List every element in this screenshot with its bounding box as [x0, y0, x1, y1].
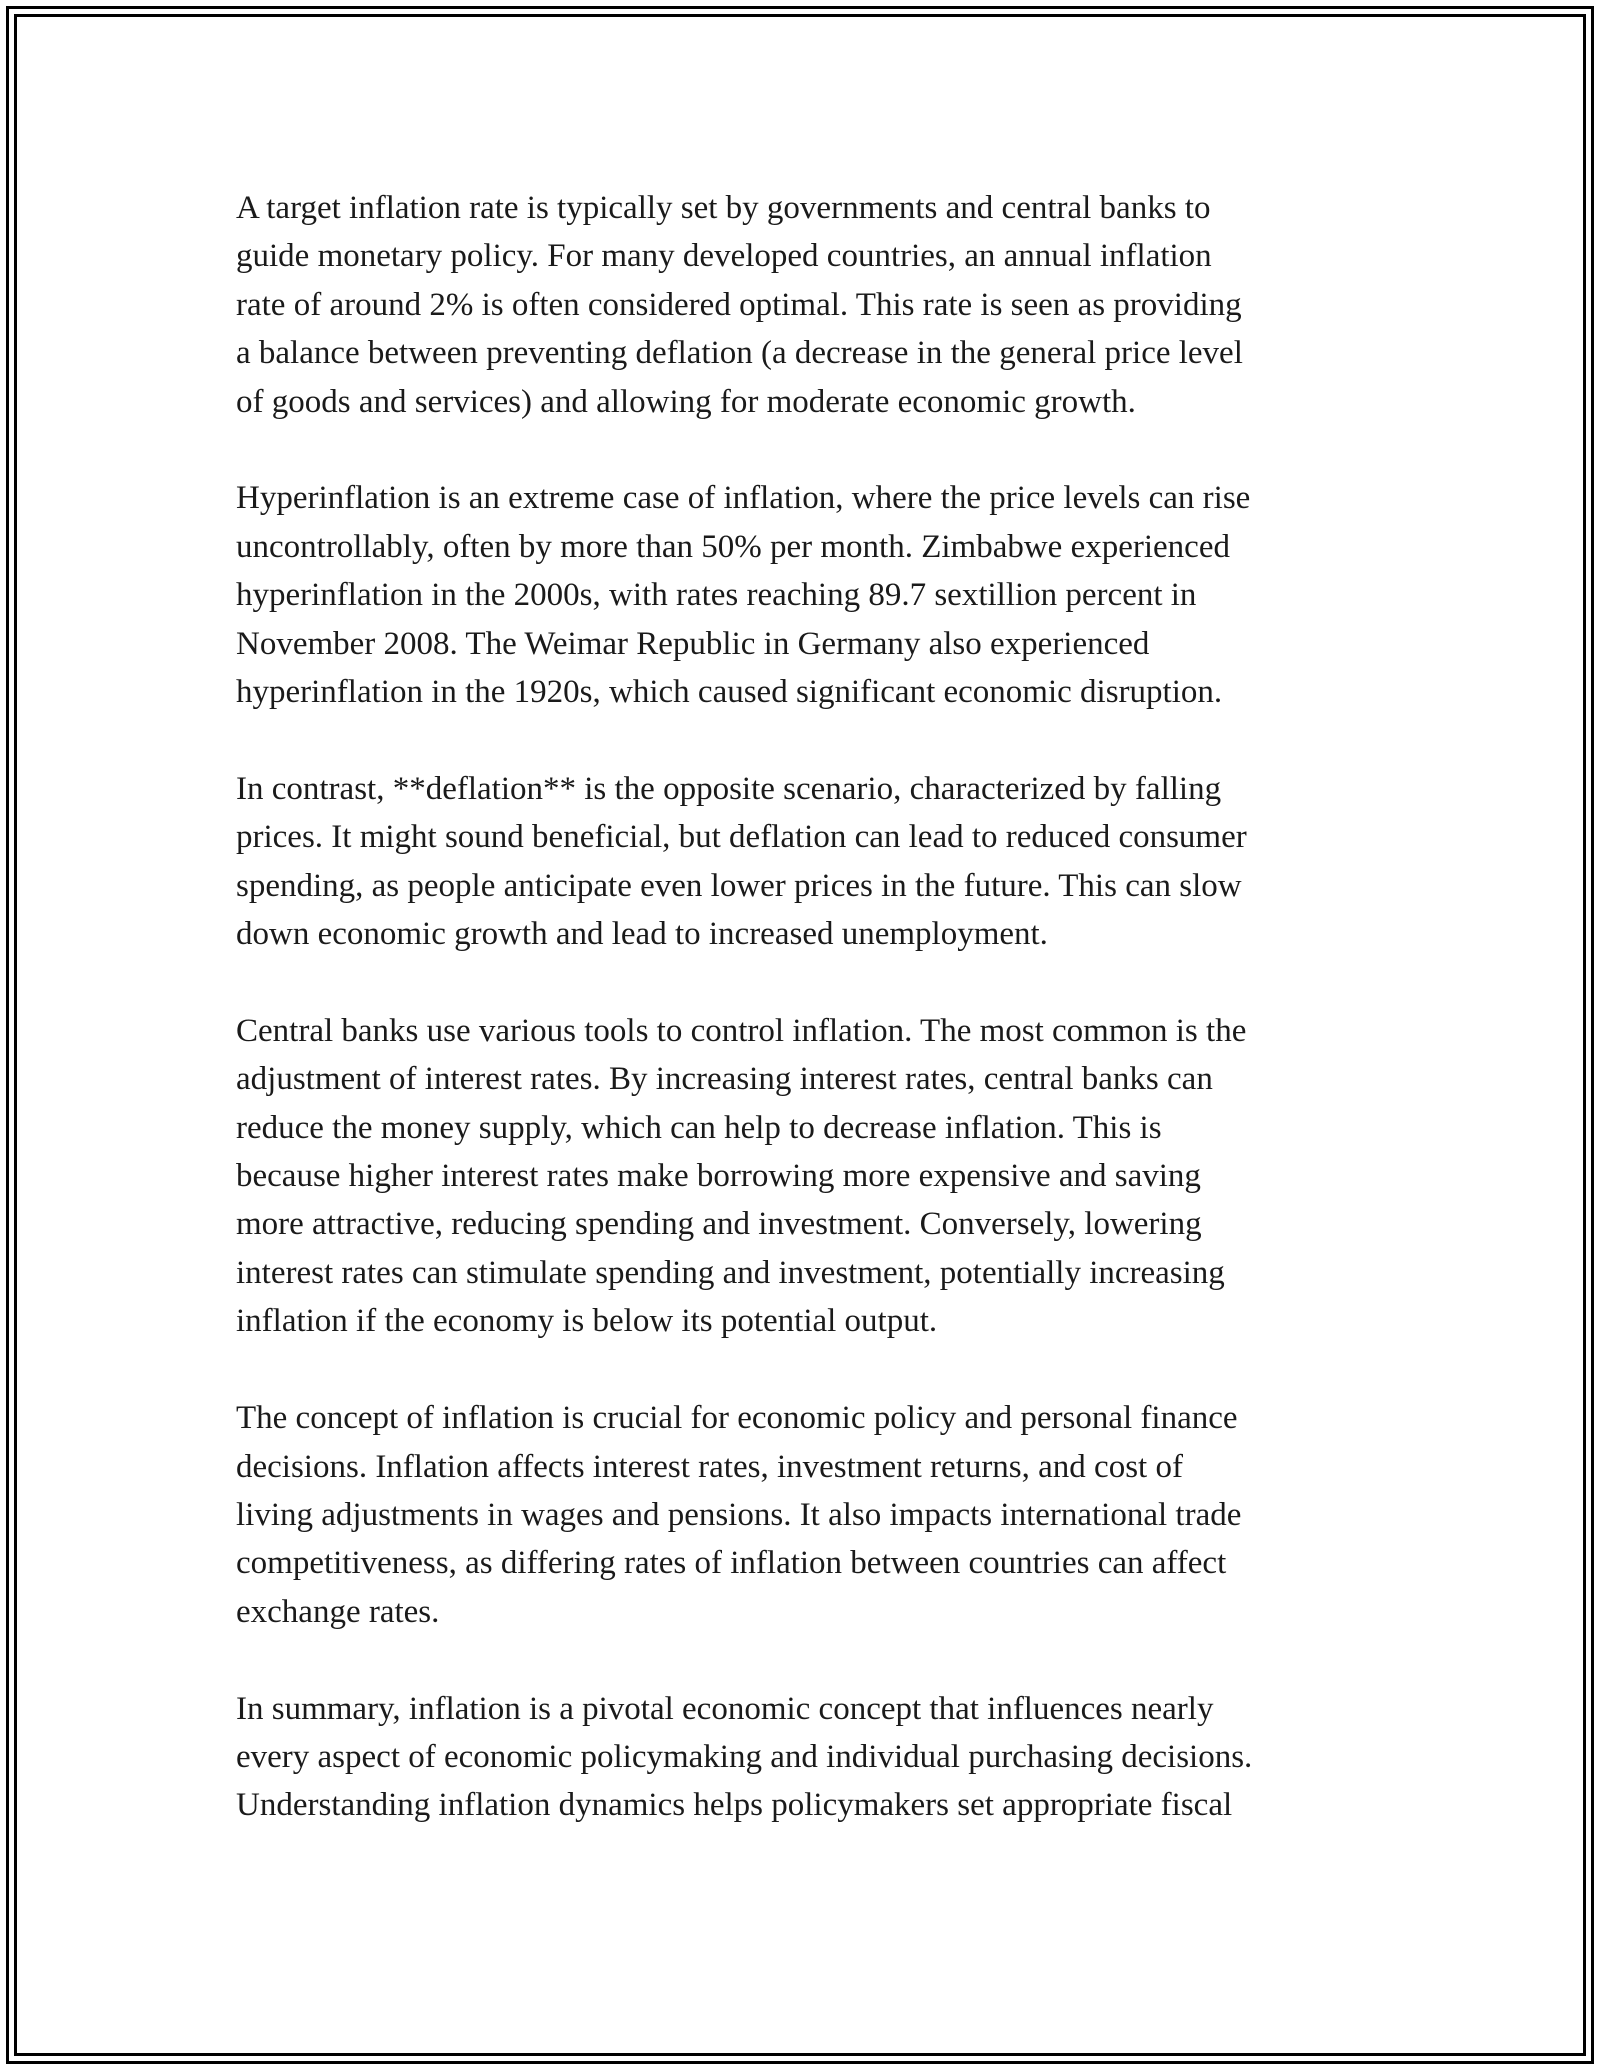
paragraph-inflation-concept: The concept of inflation is crucial for economic policy and personal finance decisions. Inflation affects interest rates, investment returns, and cost of living adjustments in wages and pensions. It also impacts international trade competitiveness, as differing rates of inflation between countries can affect exchange rates.	[236, 1400, 1242, 1630]
paragraph-target-inflation: A target inflation rate is typically set by governments and central banks to guide monetary policy. For many developed countries, an annual inflation rate of around 2% is often considered optimal. This rate is seen as providing a balance between preventing deflation (a decrease in the general price level of goods and services) and allowing for moderate economic growth.	[236, 190, 1243, 420]
paragraph-deflation: In contrast, **deflation** is the opposite scenario, characterized by falling prices. It might sound beneficial, but deflation can lead to reduced consumer spending, as people anticipate even lower prices in the future. This can slow down economic growth and lead to increased unemployment.	[236, 770, 1247, 953]
paragraph-central-banks: Central banks use various tools to control inflation. The most common is the adjustment of interest rates. By increasing interest rates, central banks can reduce the money supply, which can help to decrease inflation. This is because higher interest rates make borrowing more expensive and saving more attractive, reducing spending and investment. Conversely, lowering interest rates can stimulate spending and investment, potentially increasing inflation if the economy is below its potential output.	[236, 1012, 1247, 1340]
document-body	[236, 184, 1376, 1830]
paragraph-hyperinflation: Hyperinflation is an extreme case of inflation, where the price levels can rise uncontrollably, often by more than 50% per month. Zimbabwe experienced hyperinflation in the 2000s, with rates reaching 89.7 sextillion percent in November 2008. The Weimar Republic in Germany also experienced hyperinflation in the 1920s, which caused significant economic disruption.	[236, 480, 1251, 711]
paragraph-summary: In summary, inflation is a pivotal economic concept that influences nearly every aspect of economic policymaking and individual purchasing decisions. Understanding inflation dynamics helps policymakers set appropriate fiscal	[236, 1690, 1253, 1824]
